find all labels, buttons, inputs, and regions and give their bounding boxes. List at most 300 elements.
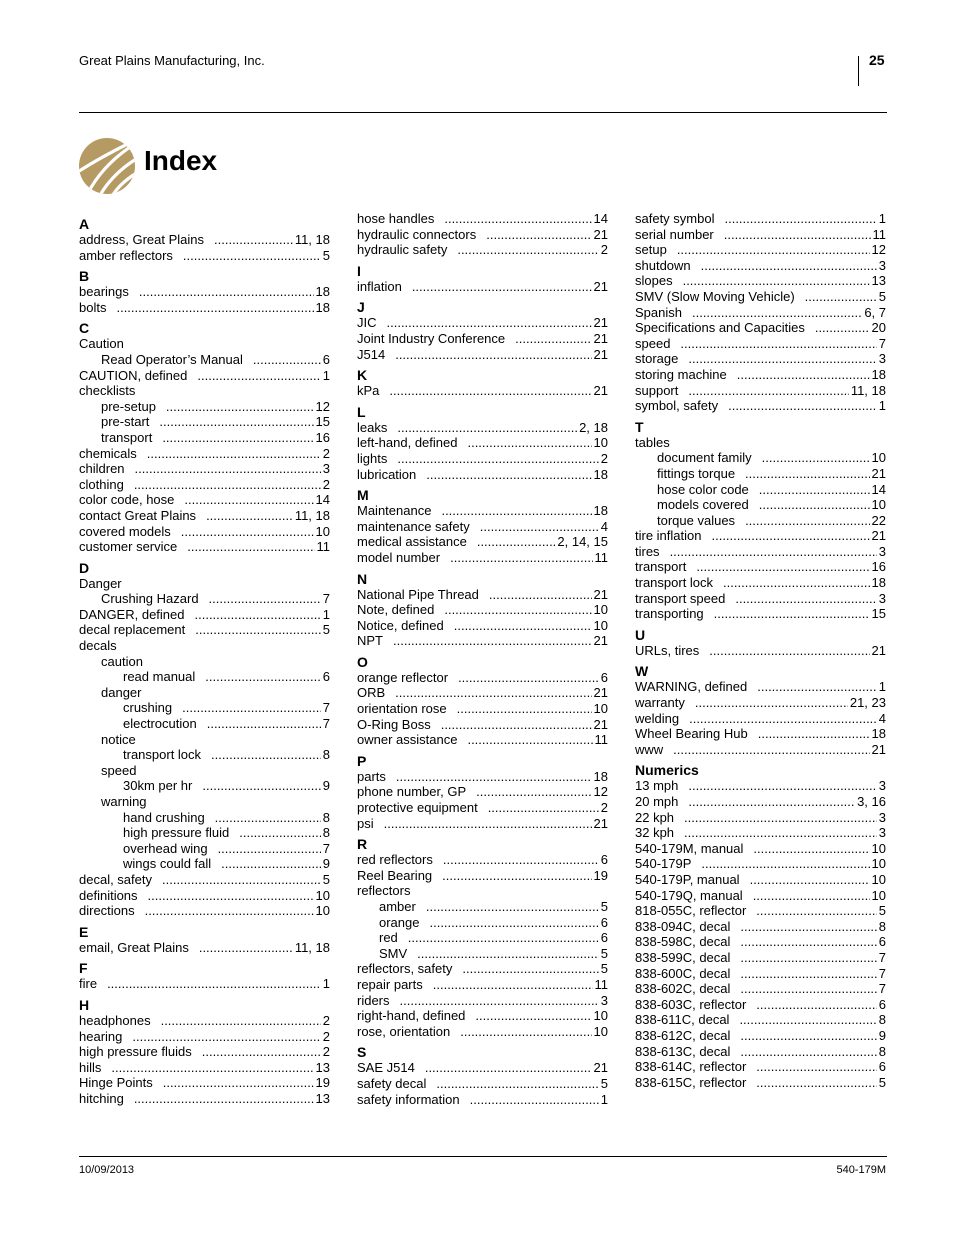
dot-leader bbox=[711, 528, 869, 544]
index-entry bbox=[357, 769, 608, 785]
index-entry bbox=[79, 622, 330, 638]
index-entry bbox=[635, 1075, 886, 1091]
index-page-ref: 11, 18 bbox=[850, 382, 886, 398]
index-entry bbox=[635, 398, 886, 414]
index-term: hydraulic safety bbox=[357, 242, 448, 258]
index-entry bbox=[357, 420, 608, 436]
index-entry bbox=[79, 903, 330, 919]
index-page-ref: 6 bbox=[878, 934, 886, 950]
footer-doc-number: 540-179M bbox=[836, 1164, 886, 1176]
index-letter-heading: H bbox=[79, 996, 90, 1013]
index-term: 20 mph bbox=[635, 794, 679, 809]
index-entry bbox=[635, 825, 886, 841]
dot-leader bbox=[460, 1024, 591, 1040]
index-page-ref: 21 bbox=[593, 278, 608, 294]
index-entry bbox=[635, 981, 886, 997]
index-page-ref: 1 bbox=[322, 606, 330, 622]
index-entry bbox=[635, 450, 886, 466]
index-page-ref: 6 bbox=[322, 351, 330, 367]
dot-leader bbox=[205, 669, 320, 685]
index-entry bbox=[79, 477, 330, 493]
index-term: owner assistance bbox=[357, 732, 458, 748]
index-term: hills bbox=[79, 1059, 102, 1075]
dot-leader bbox=[735, 591, 876, 607]
dot-leader bbox=[395, 347, 591, 363]
index-term: transport speed bbox=[635, 590, 726, 606]
great-plains-logo-icon bbox=[78, 137, 136, 195]
dot-leader bbox=[396, 769, 592, 785]
index-group-term: Danger bbox=[79, 575, 122, 591]
index-term: color code, hose bbox=[79, 492, 175, 508]
dot-leader bbox=[425, 1060, 592, 1076]
index-page-ref: 3, 16 bbox=[857, 794, 886, 809]
dot-leader bbox=[477, 534, 556, 550]
index-page-ref: 5 bbox=[322, 247, 330, 263]
index-column-3 bbox=[635, 211, 886, 1090]
index-term: storing machine bbox=[635, 366, 727, 382]
index-page-ref: 21 bbox=[593, 315, 608, 331]
dot-leader bbox=[183, 248, 321, 264]
index-entry bbox=[79, 856, 330, 872]
index-page-ref: 10 bbox=[315, 887, 330, 903]
index-group-term: notice bbox=[101, 731, 136, 747]
index-page-ref: 21, 23 bbox=[849, 695, 886, 711]
index-entry bbox=[635, 1028, 886, 1044]
index-page-ref: 10 bbox=[593, 617, 608, 633]
index-entry bbox=[635, 919, 886, 935]
dot-leader bbox=[162, 872, 321, 888]
index-entry bbox=[357, 534, 608, 550]
dot-leader bbox=[457, 242, 598, 258]
index-entry bbox=[79, 1013, 330, 1029]
dot-leader bbox=[753, 841, 869, 857]
index-term: 838-612C, decal bbox=[635, 1027, 731, 1043]
index-term: 30km per hr bbox=[123, 778, 193, 794]
index-page-ref: 11 bbox=[316, 539, 330, 555]
dot-leader bbox=[740, 981, 876, 997]
index-entry bbox=[79, 446, 330, 462]
index-term: orange bbox=[379, 914, 420, 930]
index-term: National Pipe Thread bbox=[357, 586, 479, 602]
index-entry bbox=[635, 559, 886, 575]
index-term: bolts bbox=[79, 299, 107, 315]
dot-leader bbox=[805, 289, 877, 305]
index-term: 838-600C, decal bbox=[635, 965, 731, 981]
index-letter-heading: M bbox=[357, 487, 369, 504]
dot-leader bbox=[724, 227, 871, 243]
index-term: hand crushing bbox=[123, 809, 205, 825]
dot-leader bbox=[159, 414, 313, 430]
index-page-ref: 1 bbox=[878, 211, 886, 226]
index-entry bbox=[635, 544, 886, 560]
index-page-ref: 21 bbox=[593, 346, 608, 362]
index-entry bbox=[635, 466, 886, 482]
index-entry bbox=[635, 643, 886, 659]
index-term: 540-179M, manual bbox=[635, 840, 744, 856]
dot-leader bbox=[684, 810, 877, 826]
index-page-ref: 15 bbox=[871, 606, 886, 622]
index-term: transport bbox=[635, 559, 687, 575]
index-page-ref: 10 bbox=[871, 856, 886, 872]
index-page-ref: 18 bbox=[593, 466, 608, 482]
dot-leader bbox=[680, 336, 876, 352]
index-entry bbox=[635, 242, 886, 258]
index-page-ref: 10 bbox=[593, 602, 608, 618]
index-entry bbox=[79, 872, 330, 888]
index-term: Wheel Bearing Hub bbox=[635, 726, 748, 742]
index-entry bbox=[635, 383, 886, 399]
dot-leader bbox=[476, 784, 591, 800]
index-entry bbox=[79, 414, 330, 430]
index-term: hydraulic connectors bbox=[357, 226, 477, 242]
dot-leader bbox=[408, 930, 599, 946]
index-term: high pressure fluid bbox=[123, 825, 230, 841]
index-page-ref: 22 bbox=[871, 512, 886, 528]
index-entry bbox=[635, 810, 886, 826]
dot-leader bbox=[486, 227, 591, 243]
index-entry bbox=[79, 591, 330, 607]
index-page-ref: 10 bbox=[871, 887, 886, 903]
index-page-ref: 3 bbox=[878, 351, 886, 367]
index-page-ref: 7 bbox=[322, 591, 330, 607]
index-entry bbox=[357, 503, 608, 519]
index-term: pre-start bbox=[101, 414, 150, 430]
footer-rule bbox=[79, 1156, 887, 1157]
index-entry bbox=[635, 497, 886, 513]
dot-leader bbox=[395, 685, 591, 701]
index-entry bbox=[635, 273, 886, 289]
index-page-ref: 12 bbox=[871, 242, 886, 258]
index-entry bbox=[79, 524, 330, 540]
index-entry bbox=[635, 575, 886, 591]
index-group-term: checklists bbox=[79, 383, 136, 399]
index-term: pre-setup bbox=[101, 398, 156, 414]
index-page-ref: 7 bbox=[878, 981, 886, 997]
dot-leader bbox=[202, 778, 320, 794]
index-entry bbox=[357, 800, 608, 816]
index-page-ref: 7 bbox=[878, 965, 886, 981]
index-term: red bbox=[379, 930, 398, 946]
index-page-ref: 21 bbox=[593, 685, 608, 701]
index-page-ref: 21 bbox=[871, 465, 886, 481]
dot-leader bbox=[740, 1028, 876, 1044]
index-entry bbox=[635, 320, 886, 336]
index-page-ref: 21 bbox=[871, 741, 886, 757]
index-entry bbox=[79, 248, 330, 264]
index-term: high pressure fluids bbox=[79, 1044, 192, 1060]
dot-leader bbox=[739, 1012, 876, 1028]
index-entry bbox=[357, 331, 608, 347]
index-term: overhead wing bbox=[123, 840, 208, 856]
dot-leader bbox=[211, 747, 321, 763]
index-entry bbox=[635, 742, 886, 758]
index-term: support bbox=[635, 382, 679, 398]
index-entry bbox=[357, 1024, 608, 1040]
index-page-ref: 3 bbox=[878, 543, 886, 559]
index-term: children bbox=[79, 461, 125, 477]
index-letter-heading: F bbox=[79, 960, 88, 977]
dot-leader bbox=[400, 993, 599, 1009]
index-page-ref: 11 bbox=[872, 226, 886, 242]
index-entry bbox=[357, 732, 608, 748]
dot-leader bbox=[239, 825, 321, 841]
index-entry bbox=[635, 1012, 886, 1028]
dot-leader bbox=[756, 997, 876, 1013]
dot-leader bbox=[756, 903, 876, 919]
index-entry bbox=[357, 946, 608, 962]
index-term: read manual bbox=[123, 669, 196, 685]
index-entry bbox=[357, 977, 608, 993]
index-entry bbox=[357, 784, 608, 800]
index-entry bbox=[79, 940, 330, 956]
index-term: safety information bbox=[357, 1091, 460, 1107]
dot-leader bbox=[253, 352, 321, 368]
index-page-ref: 10 bbox=[871, 497, 886, 513]
index-term: medical assistance bbox=[357, 534, 467, 550]
dot-leader bbox=[740, 950, 876, 966]
index-term: clothing bbox=[79, 476, 124, 492]
index-page-ref: 2 bbox=[322, 1028, 330, 1044]
index-entry bbox=[635, 591, 886, 607]
index-page-ref: 5 bbox=[600, 961, 608, 977]
index-page-ref: 11, 18 bbox=[294, 232, 330, 247]
index-entry bbox=[357, 1060, 608, 1076]
index-entry bbox=[79, 232, 330, 248]
index-page-ref: 3 bbox=[878, 590, 886, 606]
index-page-ref: 10 bbox=[593, 1008, 608, 1024]
index-term: transport bbox=[101, 429, 153, 445]
dot-leader bbox=[724, 211, 876, 227]
index-term: red reflectors bbox=[357, 852, 433, 868]
index-term: Notice, defined bbox=[357, 617, 444, 633]
index-term: lubrication bbox=[357, 466, 417, 482]
index-page-ref: 10 bbox=[593, 1023, 608, 1039]
index-term: Maintenance bbox=[357, 503, 432, 519]
index-term: WARNING, defined bbox=[635, 679, 748, 695]
index-entry bbox=[357, 993, 608, 1009]
dot-leader bbox=[139, 284, 314, 300]
index-term: Crushing Hazard bbox=[101, 591, 199, 607]
index-entry bbox=[79, 1029, 330, 1045]
index-letter-heading: P bbox=[357, 752, 367, 769]
index-page-ref: 21 bbox=[593, 226, 608, 242]
index-entry bbox=[79, 810, 330, 826]
dot-leader bbox=[756, 1075, 876, 1091]
index-entry bbox=[357, 1008, 608, 1024]
index-page-ref: 2, 14, 15 bbox=[557, 534, 608, 550]
index-page-ref: 3 bbox=[878, 809, 886, 825]
index-page-ref: 11, 18 bbox=[294, 507, 330, 523]
index-page-ref: 5 bbox=[600, 899, 608, 914]
index-letter-heading: D bbox=[79, 559, 90, 576]
index-entry bbox=[357, 467, 608, 483]
dot-leader bbox=[696, 559, 869, 575]
index-entry bbox=[357, 519, 608, 535]
index-page-ref: 10 bbox=[871, 450, 886, 466]
index-term: repair parts bbox=[357, 976, 423, 992]
index-page-ref: 8 bbox=[878, 1012, 886, 1028]
index-term: covered models bbox=[79, 523, 171, 539]
dot-leader bbox=[759, 482, 870, 498]
index-entry bbox=[79, 284, 330, 300]
index-page-ref: 8 bbox=[322, 809, 330, 825]
index-term: safety symbol bbox=[635, 211, 715, 226]
index-term: kPa bbox=[357, 383, 380, 399]
index-letter-heading: I bbox=[357, 262, 361, 279]
index-page-ref: 1 bbox=[878, 398, 886, 414]
index-entry bbox=[357, 347, 608, 363]
index-entry bbox=[357, 315, 608, 331]
index-page-ref: 18 bbox=[315, 284, 330, 300]
index-page-ref: 21 bbox=[593, 633, 608, 649]
index-entry bbox=[357, 816, 608, 832]
index-entry bbox=[635, 528, 886, 544]
dot-leader bbox=[714, 606, 870, 622]
index-term: maintenance safety bbox=[357, 518, 470, 534]
index-page-ref: 21 bbox=[593, 383, 608, 399]
dot-leader bbox=[397, 451, 598, 467]
index-section-heading: Numerics bbox=[635, 762, 699, 779]
index-page-ref: 3 bbox=[878, 778, 886, 794]
index-letter-heading: W bbox=[635, 663, 649, 680]
index-entry bbox=[79, 669, 330, 685]
index-term: slopes bbox=[635, 273, 673, 289]
dot-leader bbox=[162, 430, 313, 446]
index-term: 540-179P, manual bbox=[635, 871, 740, 887]
dot-leader bbox=[688, 778, 876, 794]
dot-leader bbox=[701, 258, 877, 274]
index-entry bbox=[357, 227, 608, 243]
index-term: reflectors, safety bbox=[357, 961, 453, 977]
index-term: phone number, GP bbox=[357, 784, 467, 800]
index-entry bbox=[357, 899, 608, 915]
dot-leader bbox=[214, 232, 293, 248]
dot-leader bbox=[709, 643, 869, 659]
dot-leader bbox=[515, 331, 591, 347]
dot-leader bbox=[443, 852, 599, 868]
index-page-ref: 6 bbox=[600, 669, 608, 685]
dot-leader bbox=[426, 899, 599, 915]
index-term: 838-613C, decal bbox=[635, 1043, 731, 1059]
index-term: SAE J514 bbox=[357, 1060, 415, 1076]
index-page-ref: 18 bbox=[871, 575, 886, 591]
index-page-ref: 11 bbox=[594, 976, 608, 992]
index-page-ref: 18 bbox=[871, 366, 886, 382]
index-page-ref: 21 bbox=[593, 586, 608, 602]
index-letter-heading: K bbox=[357, 367, 368, 384]
index-entry bbox=[635, 211, 886, 227]
dot-leader bbox=[457, 701, 592, 717]
dot-leader bbox=[209, 591, 321, 607]
index-term: amber reflectors bbox=[79, 247, 173, 263]
index-entry bbox=[635, 1059, 886, 1075]
dot-leader bbox=[475, 1008, 591, 1024]
index-letter-heading: E bbox=[79, 923, 89, 940]
index-entry bbox=[635, 1044, 886, 1060]
dot-leader bbox=[195, 622, 321, 638]
dot-leader bbox=[480, 519, 599, 535]
index-entry bbox=[635, 227, 886, 243]
dot-leader bbox=[181, 524, 314, 540]
index-page-ref: 12 bbox=[593, 784, 608, 800]
index-entry bbox=[635, 726, 886, 742]
index-page-ref: 3 bbox=[878, 825, 886, 841]
index-entry bbox=[635, 950, 886, 966]
page-number: 25 bbox=[869, 52, 885, 68]
index-entry bbox=[635, 679, 886, 695]
dot-leader bbox=[116, 300, 313, 316]
index-entry bbox=[357, 435, 608, 451]
index-entry bbox=[79, 430, 330, 446]
index-entry bbox=[79, 747, 330, 763]
index-term: J514 bbox=[357, 346, 386, 362]
dot-leader bbox=[740, 966, 876, 982]
index-page-ref: 21 bbox=[593, 330, 608, 346]
dot-leader bbox=[195, 607, 321, 623]
index-term: hitching bbox=[79, 1090, 124, 1106]
index-term: SMV bbox=[379, 945, 408, 961]
index-page-ref: 7 bbox=[878, 949, 886, 965]
footer-date: 10/09/2013 bbox=[79, 1164, 135, 1176]
index-column-1 bbox=[79, 211, 330, 1107]
index-page-ref: 14 bbox=[871, 481, 886, 497]
index-entry bbox=[635, 934, 886, 950]
index-entry bbox=[79, 1044, 330, 1060]
dot-leader bbox=[762, 450, 870, 466]
index-page-ref: 14 bbox=[315, 492, 330, 508]
index-group-term: caution bbox=[101, 653, 143, 669]
index-page-ref: 1 bbox=[878, 679, 886, 695]
index-entry bbox=[79, 716, 330, 732]
index-page-ref: 2 bbox=[322, 1044, 330, 1060]
index-page-ref: 19 bbox=[593, 867, 608, 883]
header-divider bbox=[858, 56, 859, 86]
dot-leader bbox=[426, 467, 591, 483]
index-entry bbox=[357, 279, 608, 295]
dot-leader bbox=[166, 399, 314, 415]
index-page-ref: 8 bbox=[878, 918, 886, 934]
index-page-ref: 10 bbox=[593, 701, 608, 717]
index-entry bbox=[635, 997, 886, 1013]
index-term: 838-094C, decal bbox=[635, 918, 731, 934]
index-term: riders bbox=[357, 992, 390, 1008]
index-term: 540-179Q, manual bbox=[635, 887, 743, 903]
index-entry bbox=[357, 852, 608, 868]
header-company: Great Plains Manufacturing, Inc. bbox=[79, 53, 265, 68]
index-term: tire inflation bbox=[635, 528, 702, 544]
dot-leader bbox=[462, 961, 598, 977]
index-entry bbox=[635, 351, 886, 367]
dot-leader bbox=[695, 695, 848, 711]
dot-leader bbox=[441, 717, 592, 733]
index-term: 13 mph bbox=[635, 778, 679, 794]
index-term: shutdown bbox=[635, 257, 691, 273]
index-letter-heading: O bbox=[357, 653, 368, 670]
index-entry bbox=[79, 1091, 330, 1107]
index-term: Specifications and Capacities bbox=[635, 320, 805, 336]
index-page-ref: 4 bbox=[878, 710, 886, 726]
index-term: rose, orientation bbox=[357, 1023, 451, 1039]
index-page-ref: 20 bbox=[871, 320, 886, 336]
dot-leader bbox=[684, 825, 877, 841]
index-page-ref: 6 bbox=[878, 1059, 886, 1075]
index-page-ref: 10 bbox=[593, 435, 608, 451]
index-entry bbox=[79, 461, 330, 477]
dot-leader bbox=[397, 420, 577, 436]
index-page-ref: 16 bbox=[315, 429, 330, 445]
index-page-ref: 15 bbox=[315, 414, 330, 430]
dot-leader bbox=[182, 700, 321, 716]
